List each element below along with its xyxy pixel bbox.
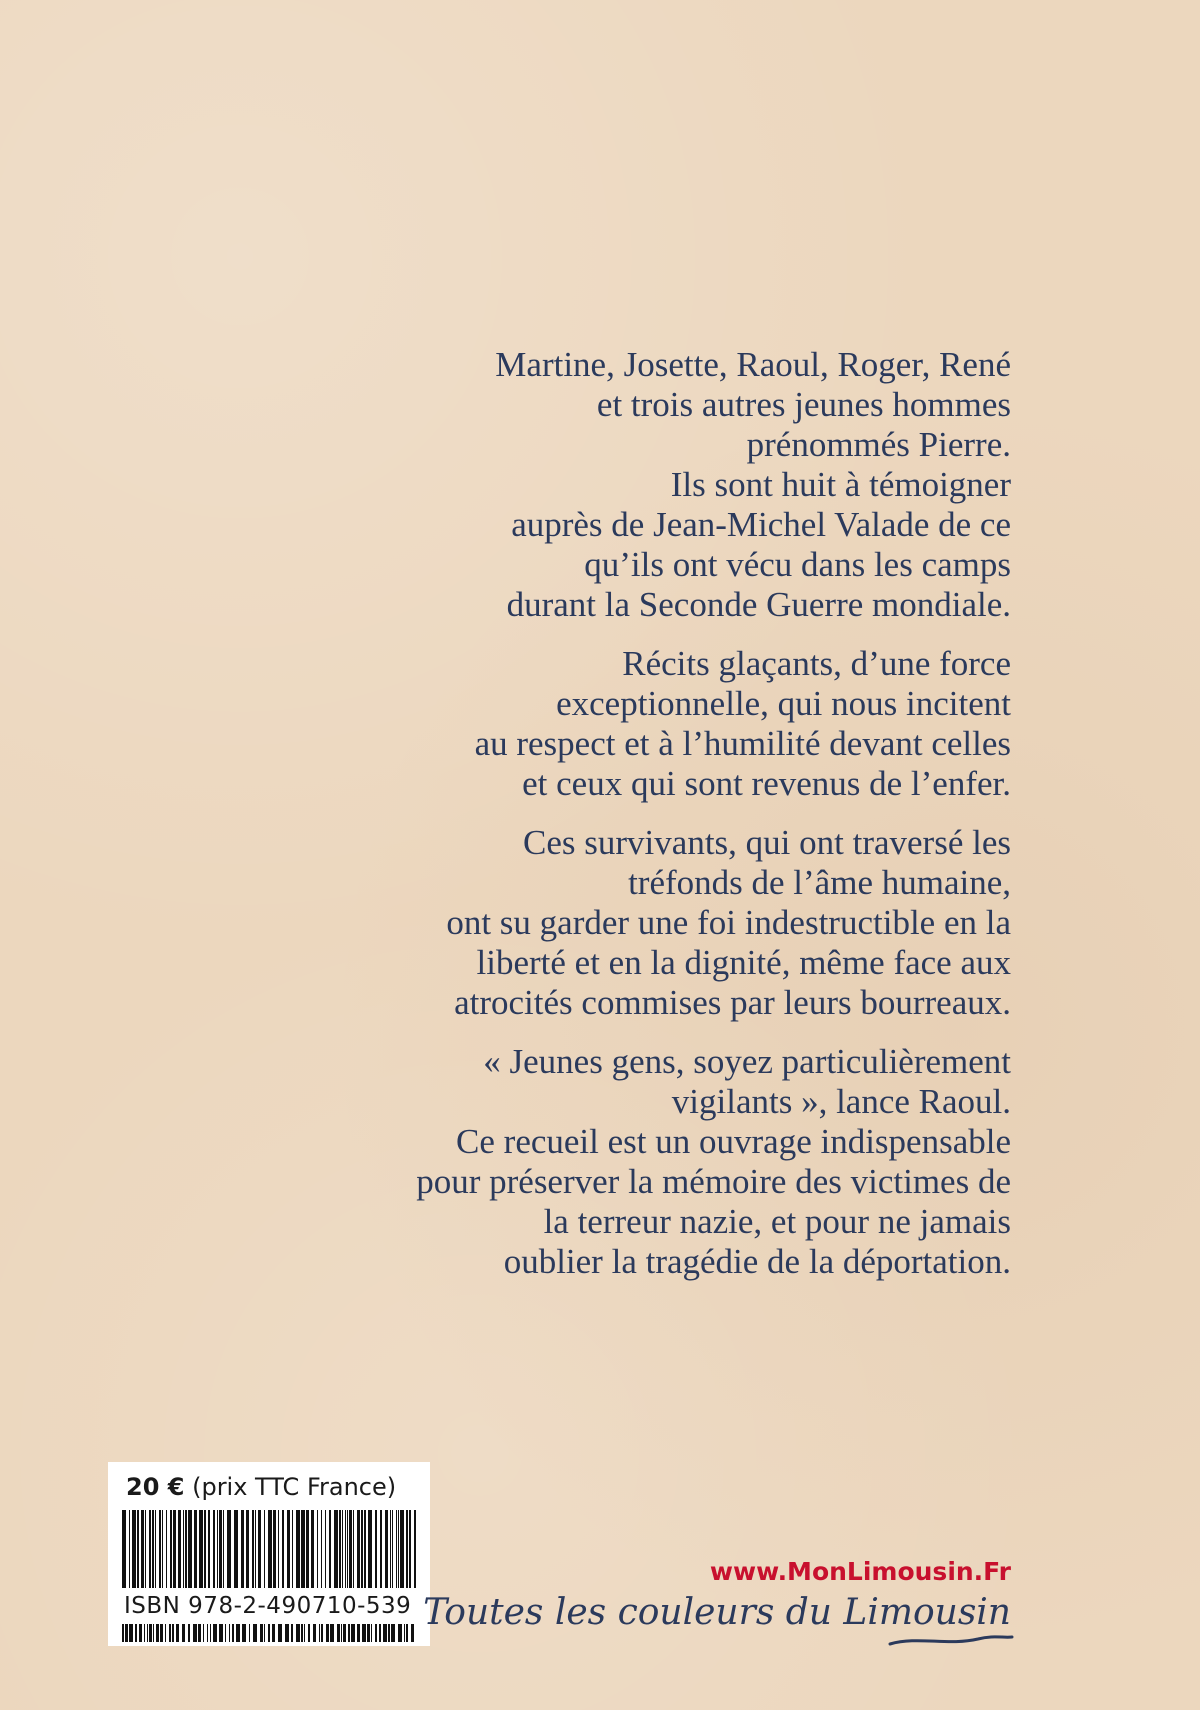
barcode-bar — [414, 1510, 416, 1588]
barcode-bar — [392, 1510, 393, 1588]
barcode-bar — [156, 1624, 159, 1642]
blurb-line: ont su garder une foi indestructible en la — [446, 903, 1011, 942]
barcode-bar — [379, 1624, 381, 1642]
barcode-bar — [208, 1510, 210, 1588]
price-barcode-box — [108, 1462, 430, 1646]
barcode-bar — [165, 1624, 166, 1642]
barcode-bar — [351, 1624, 355, 1642]
barcode-bar — [236, 1624, 240, 1642]
barcode-bar — [357, 1510, 360, 1588]
barcode-bar — [398, 1624, 402, 1642]
barcode-bar — [326, 1624, 329, 1642]
barcode-bar — [385, 1510, 388, 1588]
barcode-bar — [268, 1510, 272, 1588]
barcode-bar — [319, 1624, 320, 1642]
barcode-bar — [199, 1510, 203, 1588]
blurb-line: exceptionnelle, qui nous incitent — [556, 684, 1011, 723]
barcode-bar — [321, 1624, 323, 1642]
blurb-line: durant la Seconde Guerre mondiale. — [506, 585, 1011, 624]
barcode-bar — [396, 1510, 397, 1588]
barcode-bar — [287, 1510, 290, 1588]
barcode-bar — [166, 1510, 167, 1588]
blurb-line: qu’ils ont vécu dans les camps — [584, 545, 1011, 584]
barcode-bar — [188, 1624, 190, 1642]
barcode-bar — [296, 1624, 300, 1642]
barcode-bar — [139, 1624, 142, 1642]
barcode-bar — [404, 1624, 405, 1642]
barcode-bar — [368, 1510, 372, 1588]
barcode-bar — [343, 1624, 346, 1642]
barcode-bar — [217, 1510, 218, 1588]
barcode-bar — [219, 1510, 222, 1588]
barcode-bar — [380, 1510, 382, 1588]
barcode-bar — [162, 1510, 163, 1588]
barcode-bar — [301, 1624, 303, 1642]
barcode-bar — [219, 1624, 223, 1642]
blurb-line: Ce recueil est un ouvrage indispensable — [456, 1122, 1011, 1161]
barcode-bar — [349, 1510, 352, 1588]
barcode-bar — [225, 1624, 226, 1642]
blurb-line: et trois autres jeunes hommes — [596, 385, 1011, 424]
barcode-bar — [176, 1624, 179, 1642]
barcode-bar — [135, 1624, 137, 1642]
barcode-bar — [159, 1510, 161, 1588]
barcode-bar — [153, 1624, 154, 1642]
barcode-bar — [253, 1624, 257, 1642]
barcode-bar — [375, 1624, 377, 1642]
barcode-bar — [223, 1510, 224, 1588]
isbn-number: ISBN 978-2-490710-539 — [124, 1593, 412, 1619]
blurb-line: au respect et à l’humilité devant celles — [474, 724, 1011, 763]
barcode-bar — [173, 1510, 176, 1588]
barcode-bar — [390, 1510, 391, 1588]
barcode-bar — [194, 1510, 197, 1588]
blurb-line: Ces survivants, qui ont traversé les — [523, 823, 1011, 862]
barcode-bar — [227, 1510, 231, 1588]
isbn-barcode — [122, 1510, 416, 1588]
barcode-bar — [341, 1624, 342, 1642]
barcode-bar — [339, 1510, 341, 1588]
barcode-bar — [291, 1624, 293, 1642]
barcode-bar — [207, 1624, 208, 1642]
blurb-line: auprès de Jean-Michel Valade de ce — [511, 505, 1011, 544]
barcode-bar — [285, 1624, 289, 1642]
blurb-paragraph — [291, 1042, 1011, 1282]
price-addon-barcode — [122, 1624, 416, 1642]
barcode-bar — [125, 1624, 128, 1642]
barcode-bar — [203, 1624, 204, 1642]
barcode-bar — [348, 1624, 350, 1642]
blurb-line: « Jeunes gens, soyez particulièrement — [483, 1042, 1011, 1081]
barcode-bar — [213, 1624, 217, 1642]
barcode-bar — [362, 1624, 366, 1642]
barcode-bar — [364, 1510, 366, 1588]
barcode-bar — [242, 1624, 246, 1642]
publisher-website: www.MonLimousin.Fr — [709, 1557, 1011, 1586]
barcode-bar — [411, 1624, 414, 1642]
barcode-bar — [383, 1624, 387, 1642]
blurb-line: la terreur nazie, et pour ne jamais — [543, 1202, 1011, 1241]
barcode-bar — [353, 1510, 354, 1588]
barcode-bar — [252, 1510, 254, 1588]
barcode-bar — [306, 1510, 309, 1588]
barcode-bar — [304, 1624, 305, 1642]
blurb-paragraph — [291, 823, 1011, 1023]
barcode-bar — [169, 1624, 171, 1642]
barcode-bar — [342, 1510, 343, 1588]
barcode-bar — [313, 1624, 316, 1642]
blurb-line: tréfonds de l’âme humaine, — [628, 863, 1011, 902]
barcode-bar — [264, 1624, 265, 1642]
barcode-bar — [282, 1510, 284, 1588]
barcode-bar — [388, 1624, 390, 1642]
barcode-bar — [210, 1624, 211, 1642]
barcode-bar — [258, 1510, 261, 1588]
barcode-bar — [337, 1624, 340, 1642]
blurb-line: oublier la tragédie de la déportation. — [503, 1242, 1011, 1281]
blurb-line: Martine, Josette, Raoul, Roger, René — [495, 345, 1011, 384]
barcode-bar — [144, 1624, 145, 1642]
barcode-bar — [241, 1510, 244, 1588]
barcode-bar — [260, 1624, 263, 1642]
barcode-bar — [255, 1510, 256, 1588]
barcode-bar — [246, 1510, 249, 1588]
barcode-bar — [229, 1624, 230, 1642]
barcode-bar — [272, 1624, 275, 1642]
barcode-bar — [398, 1510, 399, 1588]
barcode-bar — [155, 1510, 156, 1588]
barcode-bar — [301, 1510, 305, 1588]
price-note: (prix TTC France) — [192, 1473, 397, 1501]
barcode-bar — [361, 1510, 363, 1588]
barcode-bar — [296, 1510, 300, 1588]
barcode-bar — [371, 1624, 372, 1642]
barcode-bar — [292, 1510, 293, 1588]
barcode-bar — [145, 1510, 146, 1588]
barcode-bar — [149, 1624, 152, 1642]
blurb-line: vigilants », lance Raoul. — [671, 1082, 1011, 1121]
barcode-bar — [317, 1510, 318, 1588]
barcode-bar — [160, 1624, 163, 1642]
barcode-bar — [357, 1624, 360, 1642]
blurb-line: Ils sont huit à témoigner — [670, 465, 1011, 504]
back-cover-blurb — [291, 345, 1011, 1301]
barcode-bar — [278, 1624, 282, 1642]
blurb-paragraph — [291, 644, 1011, 804]
blurb-paragraph — [291, 345, 1011, 625]
barcode-bar — [406, 1510, 408, 1588]
blurb-line: prénommés Pierre. — [746, 425, 1011, 464]
barcode-bar — [264, 1510, 265, 1588]
barcode-bar — [188, 1510, 192, 1588]
barcode-bar — [375, 1510, 377, 1588]
barcode-bar — [391, 1624, 395, 1642]
barcode-bar — [193, 1624, 197, 1642]
barcode-bar — [183, 1510, 184, 1588]
barcode-bar — [213, 1510, 215, 1588]
barcode-bar — [273, 1510, 276, 1588]
barcode-bar — [137, 1510, 139, 1588]
barcode-bar — [172, 1624, 174, 1642]
barcode-bar — [170, 1510, 172, 1588]
barcode-bar — [141, 1510, 144, 1588]
blurb-line: Récits glaçants, d’une force — [622, 644, 1011, 683]
barcode-bar — [321, 1510, 322, 1588]
publisher-tagline: Toutes les couleurs du Limousin — [423, 1592, 1011, 1633]
barcode-bar — [311, 1510, 314, 1588]
price-amount: 20 € — [126, 1473, 185, 1501]
barcode-bar — [234, 1510, 238, 1588]
barcode-bar — [122, 1624, 124, 1642]
barcode-bar — [185, 1510, 187, 1588]
barcode-bar — [132, 1510, 136, 1588]
barcode-bar — [329, 1510, 331, 1588]
blurb-line: pour préserver la mémoire des victimes de — [416, 1162, 1011, 1201]
barcode-bar — [367, 1624, 370, 1642]
barcode-bar — [268, 1624, 270, 1642]
blurb-line: et ceux qui sont revenus de l’enfer. — [522, 764, 1011, 803]
barcode-bar — [249, 1624, 250, 1642]
barcode-bar — [198, 1624, 201, 1642]
barcode-bar — [409, 1510, 411, 1588]
barcode-bar — [278, 1510, 279, 1588]
barcode-bar — [147, 1624, 148, 1642]
barcode-bar — [182, 1624, 185, 1642]
barcode-bar — [334, 1510, 338, 1588]
barcode-bar — [406, 1624, 408, 1642]
barcode-bar — [325, 1510, 326, 1588]
barcode-bar — [308, 1624, 310, 1642]
barcode-bar — [129, 1510, 130, 1588]
price-label — [126, 1472, 396, 1502]
barcode-bar — [149, 1510, 151, 1588]
blurb-line: liberté et en la dignité, même face aux — [476, 943, 1011, 982]
barcode-bar — [347, 1510, 348, 1588]
barcode-bar — [330, 1624, 334, 1642]
tagline-underline-swash — [888, 1632, 1014, 1648]
barcode-bar — [232, 1624, 234, 1642]
barcode-bar — [204, 1510, 206, 1588]
blurb-line: atrocités commises par leurs bourreaux. — [454, 983, 1011, 1022]
barcode-bar — [129, 1624, 133, 1642]
barcode-bar — [122, 1510, 126, 1588]
barcode-bar — [178, 1510, 181, 1588]
barcode-bar — [345, 1510, 346, 1588]
barcode-bar — [152, 1510, 154, 1588]
barcode-bar — [400, 1510, 404, 1588]
